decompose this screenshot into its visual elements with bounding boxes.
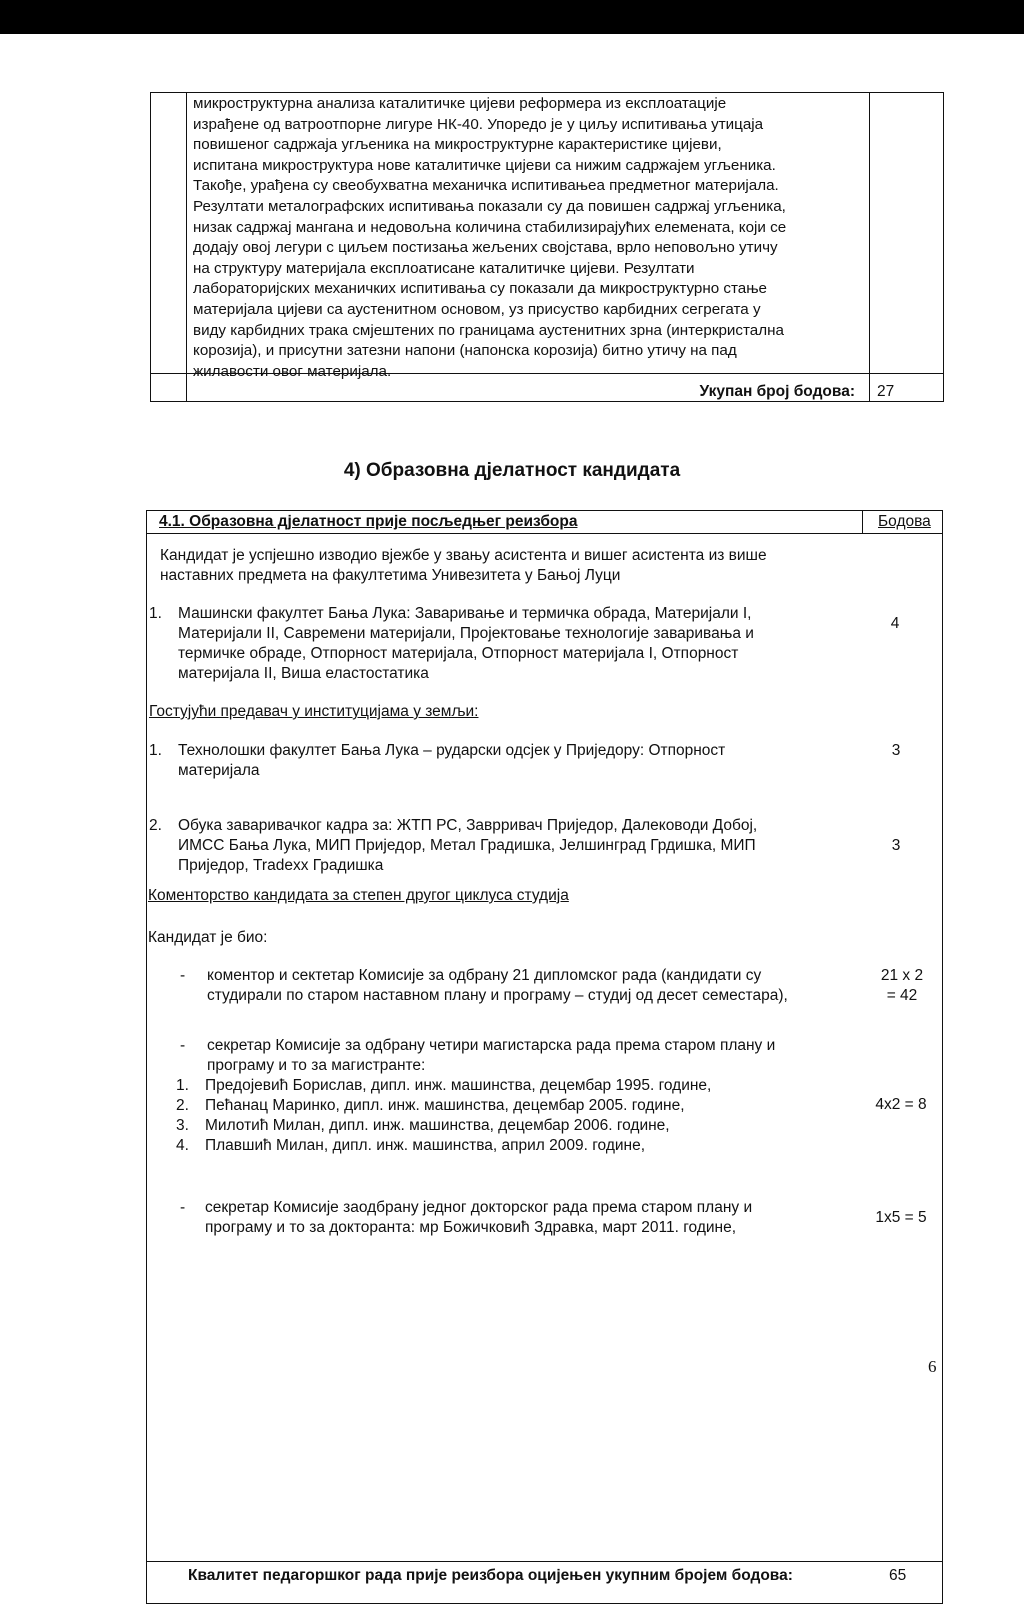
research-description-paragraph <box>193 94 867 382</box>
mentor-score: 1x5 = 5 <box>875 1209 927 1226</box>
paragraph-line: Такође, урађена су свеобухватна механичка испитивањеа предметног материјала. <box>193 177 779 195</box>
item-line: Материјали II, Савремени материјали, Пројектовање технологије заваривања и <box>178 625 754 642</box>
table-header-score: Бодова <box>878 513 931 530</box>
list-dash: - <box>180 967 186 984</box>
mentor-line: програму и то за докторанта: мр Божичковић Здравка, март 2011. године, <box>205 1219 737 1236</box>
item-text <box>178 604 858 684</box>
mentoring-heading: Коменторство кандидата за степен другог циклуса студија <box>148 887 569 904</box>
scan-top-band <box>0 0 1024 34</box>
list-item-text: Милотић Милан, дипл. инж. машинства, децембар 2006. године, <box>205 1117 670 1134</box>
mentor-line: програму и то за магистранте: <box>207 1057 426 1074</box>
item-number: 1. <box>149 605 162 622</box>
item-line: Обука заваривачког кадра за: ЖТП РС, Заврривач Приједор, Далеководи Добој, <box>178 817 758 834</box>
item-line: Технолошки факултет Бања Лука – рударски одсјек у Приједору: Отпорност <box>178 742 726 759</box>
list-item <box>176 1116 711 1136</box>
paragraph-line: на структуру материјала експлоатисане каталитичке цијеви. Резултати <box>193 259 695 277</box>
paragraph-line: микроструктурна анализа каталитичке цијеви реформера из експлоатације <box>193 95 727 112</box>
item-line: ИМСС Бања Лука, МИП Приједор, Метал Градишка, Јелшинград Грдишка, МИП <box>178 837 756 854</box>
paragraph-line: Резултати металографских испитивања показали су да повишен садржај угљеника, <box>193 197 786 215</box>
item-line: материјала <box>178 762 260 779</box>
intro-line: Кандидат је успјешно изводио вјежбе у звању асистента и вишег асистента из више <box>160 547 767 564</box>
row-divider <box>147 533 942 534</box>
paragraph-line: корозија), и присутни затезни напони (напонска корозија) битно утичу на пад <box>193 342 737 360</box>
mentor-text <box>205 1198 865 1238</box>
candidate-was-label: Кандидат је био: <box>148 929 268 946</box>
list-item-number: 1. <box>176 1077 189 1094</box>
item-score: 3 <box>891 742 901 759</box>
paragraph-line: материјала цијеви са аустенитном основом, уз присуство карбидних сегрегата у <box>193 300 761 318</box>
paragraph-line: повишеног садржаја угљеника на микроструктурне карактеристике цијеви, <box>193 136 722 154</box>
mentor-line: коментор и сектетар Комисије за одбрану 21 дипломског рада (кандидати су <box>207 967 762 984</box>
paragraph-line: испитана микроструктура нове каталитичке цијеви са нижим садржајем угљеника. <box>193 156 776 174</box>
item-text <box>178 816 868 876</box>
list-item-text: Предојевић Борислав, дипл. инж. машинства, децембар 1995. године, <box>205 1077 712 1094</box>
column-divider <box>869 93 870 401</box>
list-item <box>176 1076 711 1096</box>
row-divider <box>147 1561 942 1562</box>
paragraph-line: додају овој легури с циљем постизања жељених својстава, врло неповољно утичу <box>193 239 778 257</box>
list-item <box>176 1096 711 1116</box>
list-item-number: 3. <box>176 1117 189 1134</box>
mentor-score <box>862 966 942 1006</box>
item-number: 1. <box>149 742 162 759</box>
paragraph-line: виду карбидних трака смјештених по границама аустенитних зрна (интеркристална <box>193 321 784 339</box>
score-line: = 42 <box>886 987 918 1004</box>
footer-total-label: Квалитет педагоршког рада прије реизбора оцијењен укупним бројем бодова: <box>188 1567 793 1584</box>
mentor-line: секретар Комисије за одбрану четири магистарска рада према старом плану и <box>207 1037 776 1054</box>
item-score: 3 <box>891 837 901 854</box>
item-line: Приједор, Tradexx Градишка <box>178 857 384 874</box>
total-points-value: 27 <box>877 383 895 400</box>
item-number: 2. <box>149 817 162 834</box>
page-number: 6 <box>928 1357 937 1376</box>
paragraph-line: лабораторијских механичких испитивања су показали да микроструктурно стање <box>193 280 768 298</box>
intro-text <box>160 546 860 586</box>
item-line: материјала II, Виша еластостатика <box>178 665 429 682</box>
list-dash: - <box>180 1199 186 1216</box>
mentor-score: 4x2 = 8 <box>875 1096 927 1113</box>
list-item <box>176 1136 711 1156</box>
item-score: 4 <box>890 615 900 632</box>
total-points-label: Укупан број бодова: <box>699 383 855 400</box>
list-item-number: 4. <box>176 1137 189 1154</box>
paragraph-line: израђене од ватроотпорне лигуре НК-40. Упоредо је у циљу испитивања утицаја <box>193 115 764 133</box>
section-title: 4) Образовна дјелатност кандидата <box>343 460 681 481</box>
mentor-line: студирали по старом наставном плану и програму – студиј од десет семестара), <box>207 987 788 1004</box>
item-text <box>178 741 858 781</box>
column-divider <box>862 511 863 533</box>
item-line: Машински факултет Бања Лука: Заваривање и термичка обрада, Материјали I, <box>178 605 752 622</box>
table-header-title: 4.1. Образовна дјелатност прије посљедњег реизбора <box>159 513 578 530</box>
footer-total-value: 65 <box>889 1567 907 1584</box>
list-item-number: 2. <box>176 1097 189 1114</box>
list-dash: - <box>180 1037 186 1054</box>
mentor-line: секретар Комисије заодбрану једног докторског рада према старом плану и <box>205 1199 753 1216</box>
score-line: 21 x 2 <box>880 967 924 984</box>
paragraph-line: жилавости овог материјала. <box>193 362 392 380</box>
column-divider <box>186 93 187 401</box>
list-item-text: Пећанац Маринко, дипл. инж. машинства, децембар 2005. године, <box>205 1097 685 1114</box>
guest-lecturer-heading: Гостујући предавач у институцијама у земљи: <box>149 703 479 720</box>
mentor-text <box>207 1036 867 1076</box>
master-thesis-list <box>176 1076 711 1156</box>
list-item-text: Плавшић Милан, дипл. инж. машинства, април 2009. године, <box>205 1137 646 1154</box>
item-line: термичке обраде, Отпорност материјала, Отпорност материјала I, Отпорност <box>178 645 739 662</box>
intro-line: наставних предмета на факултетима Унивезитета у Бањој Луци <box>160 567 621 584</box>
paragraph-line: низак садржај мангана и недовољна количина стабилизирајућих елемената, који се <box>193 218 787 236</box>
mentor-text <box>207 966 867 1006</box>
